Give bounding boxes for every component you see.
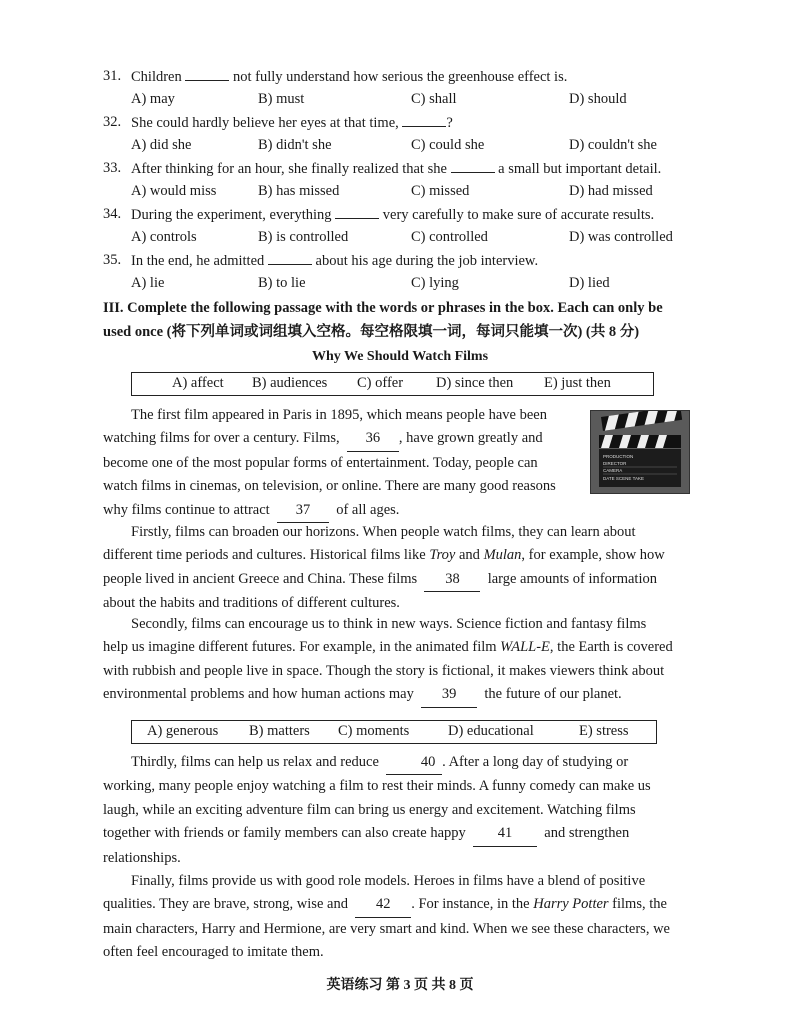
word-option: C) offer: [357, 375, 404, 391]
svg-text:DIRECTOR: DIRECTOR: [603, 461, 627, 466]
option-c: C) could she: [411, 137, 485, 153]
svg-text:DATE SCENE TAKE: DATE SCENE TAKE: [603, 476, 645, 481]
word-option: E) stress: [579, 723, 629, 739]
blank-40: 40: [386, 751, 442, 775]
option-b: B) has missed: [258, 183, 340, 199]
option-c: C) controlled: [411, 229, 488, 245]
answer-blank: [185, 67, 229, 81]
word-option: C) moments: [338, 723, 410, 739]
paragraph-2: Firstly, films can broaden our horizons. When people watch films, they can learn about different time periods and cultures. Historical films like Troy and Mulan, for example, show how people lived in ancient Greece and China. These films 38 large amounts of information about the habits and traditions of different cultures.: [103, 524, 665, 612]
svg-text:CAMERA: CAMERA: [603, 468, 623, 473]
question-stem: During the experiment, everything very carefully to make sure of accurate results.: [131, 207, 655, 223]
question-stem: She could hardly believe her eyes at that time, ?: [131, 115, 453, 131]
blank-38: 38: [424, 568, 480, 592]
option-c: C) shall: [411, 91, 457, 107]
blank-42: 42: [355, 893, 411, 917]
clapperboard-icon: [591, 411, 689, 493]
word-option: B) audiences: [252, 375, 328, 391]
option-a: A) lie: [131, 275, 165, 291]
word-option: A) affect: [172, 375, 224, 391]
option-a: A) may: [131, 91, 175, 107]
answer-blank: [335, 205, 379, 219]
word-box-1: [131, 372, 654, 396]
answer-blank: [451, 159, 495, 173]
word-box-2: [131, 720, 657, 744]
answer-blank: [402, 113, 446, 127]
passage-title: Why We Should Watch Films: [311, 349, 489, 364]
paragraph-3: Secondly, films can encourage us to think in new ways. Science fiction and fantasy films help us imagine different futures. For example, in the animated film WALL-E, the Earth is covered with rubbish and people live in space. Though the story is fictional, it makes viewers think about environmental problems and how human actions may 39 the future of our planet.: [103, 613, 688, 708]
answer-blank: [268, 251, 312, 265]
question-number: 32.: [103, 114, 122, 130]
blank-36: 36: [347, 427, 399, 451]
paragraph-5: Finally, films provide us with good role models. Heroes in films have a blend of positive qualities. They are brave, strong, wise and 42 . For instance, in the Harry Potter films, the main characters, Harry and Hermione, are very smart and kind. When we see these characters, we often feel encouraged to imitate them.: [103, 873, 670, 961]
word-option: D) educational: [448, 723, 534, 739]
option-b: B) must: [258, 91, 305, 107]
question-stem: In the end, he admitted about his age during the job interview.: [131, 253, 539, 269]
option-c: C) missed: [411, 183, 470, 199]
option-b: B) to lie: [258, 275, 306, 291]
section-heading-line1: III. Complete the following passage with the words or phrases in the box. Each can only be: [103, 300, 663, 316]
section-heading-line2: used once (将下列单词或词组填入空格。每空格限填一词，每词只能填一次) (共 8 分): [103, 324, 640, 340]
blank-39: 39: [421, 683, 477, 707]
word-option: B) matters: [249, 723, 310, 739]
blank-41: 41: [473, 822, 537, 846]
option-d: D) should: [569, 91, 627, 107]
question-number: 31.: [103, 68, 122, 84]
option-b: B) is controlled: [258, 229, 349, 245]
question-stem: Children not fully understand how serious the greenhouse effect is.: [131, 69, 568, 85]
option-d: D) had missed: [569, 183, 653, 199]
option-a: A) did she: [131, 137, 192, 153]
paragraph-1: The first film appeared in Paris in 1895, which means people have been watching films for over a century. Films, 36 , have grown greatly and become one of the most popular forms of entertainment. Today, people can watch films in cinemas, on television, or online. There are many good reasons why films continue to attract 37 of all ages.: [103, 404, 583, 523]
option-a: A) would miss: [131, 183, 217, 199]
word-option: D) since then: [436, 375, 514, 391]
clapperboard-image: [590, 410, 690, 494]
option-d: D) lied: [569, 275, 610, 291]
option-b: B) didn't she: [258, 137, 332, 153]
page-footer: 英语练习 第 3 页 共 8 页: [326, 978, 474, 993]
option-c: C) lying: [411, 275, 459, 291]
blank-37: 37: [277, 499, 329, 523]
paragraph-4: Thirdly, films can help us relax and reduce 40 . After a long day of studying or working, many people enjoy watching a film to rest their minds. A funny comedy can make us laugh, while an exciting adventure film can bring us energy and excitement. Watching films together with friends or family members can also create happy 41 and strengthen relationships.: [103, 751, 688, 870]
word-option: E) just then: [544, 375, 611, 391]
svg-text:PRODUCTION: PRODUCTION: [603, 454, 634, 459]
option-a: A) controls: [131, 229, 197, 245]
word-option: A) generous: [147, 723, 219, 739]
option-d: D) couldn't she: [569, 137, 657, 153]
question-number: 33.: [103, 160, 122, 176]
question-stem: After thinking for an hour, she finally realized that she a small but important detail.: [131, 161, 662, 177]
question-number: 34.: [103, 206, 122, 222]
question-number: 35.: [103, 252, 122, 268]
option-d: D) was controlled: [569, 229, 673, 245]
